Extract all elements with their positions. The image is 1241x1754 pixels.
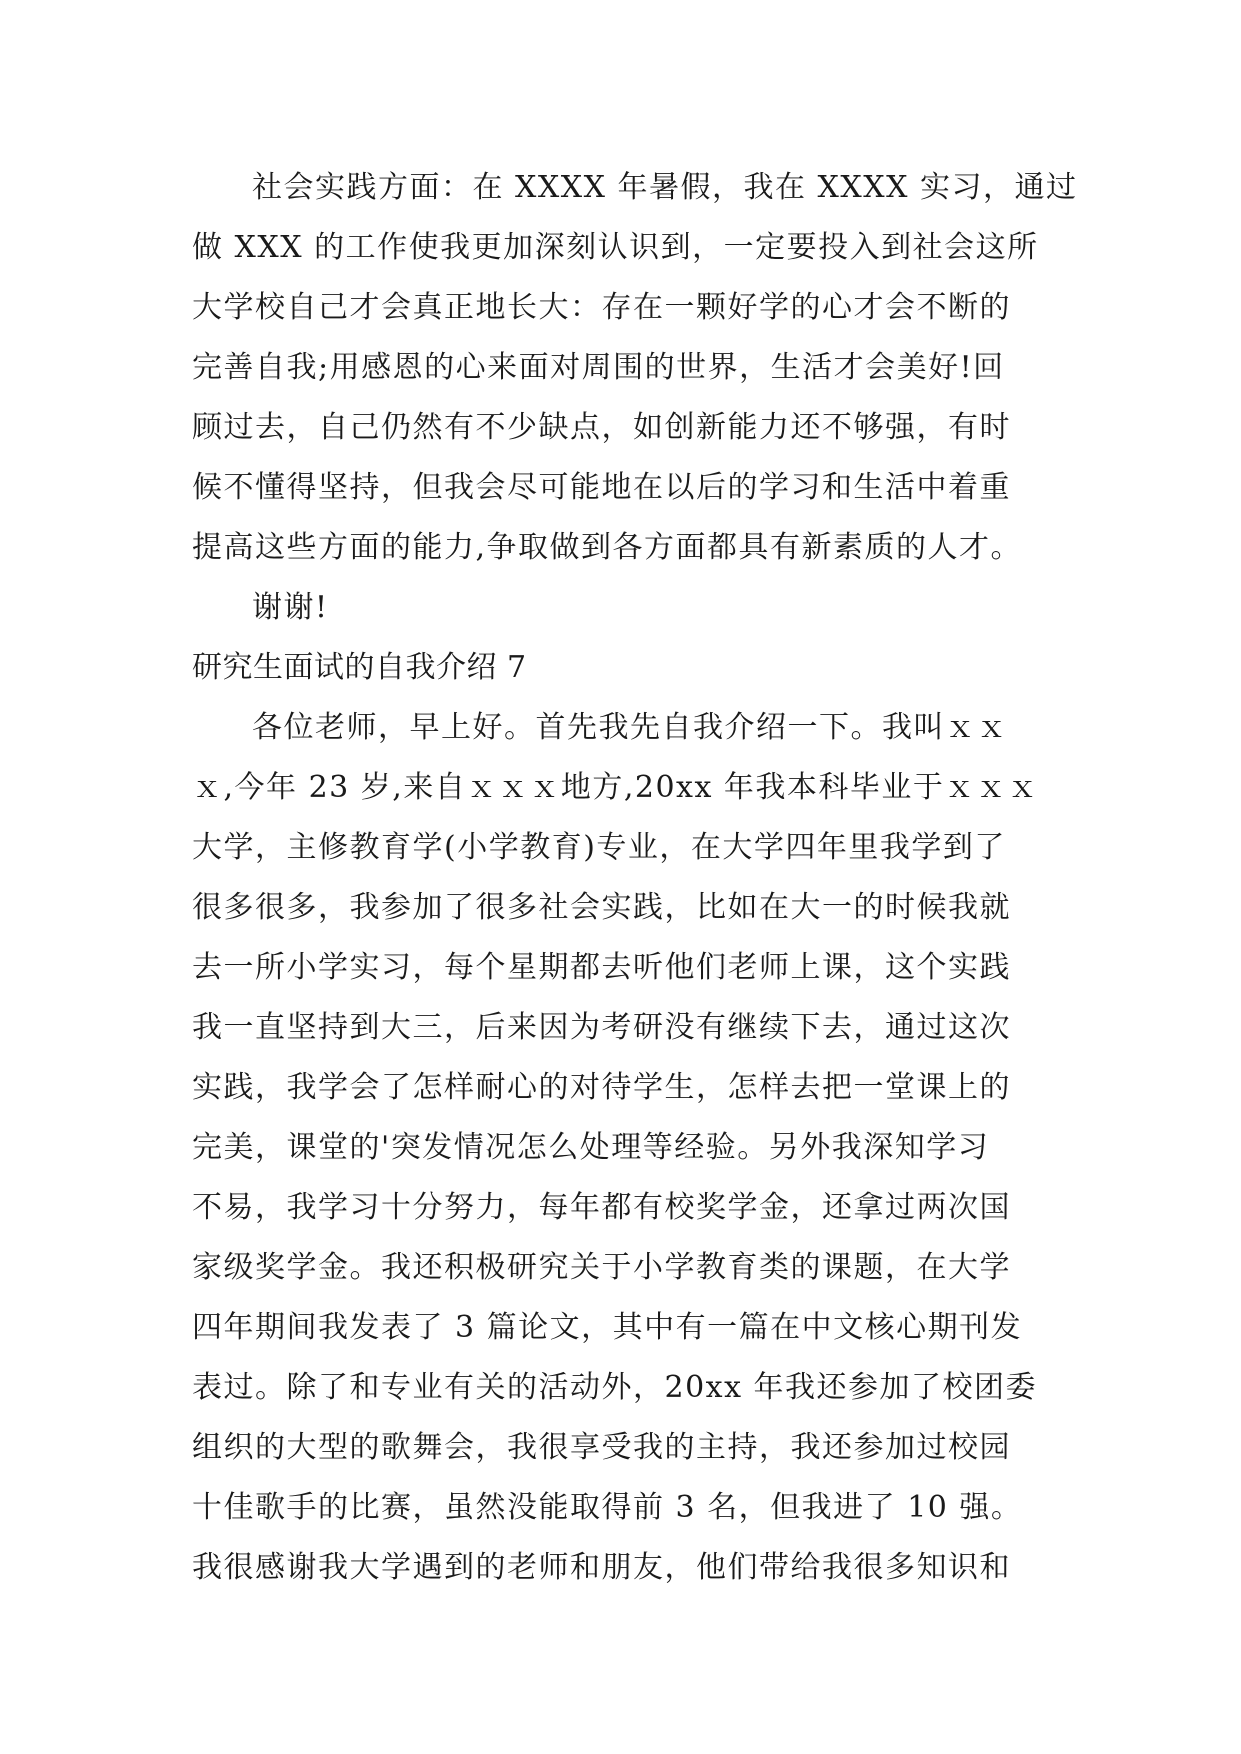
paragraph-line: 实践，我学会了怎样耐心的对待学生，怎样去把一堂课上的 [192,1070,1011,1105]
paragraph-line: 候不懂得坚持，但我会尽可能地在以后的学习和生活中着重 [192,470,1011,505]
paragraph-line: 完美，课堂的'突发情况怎么处理等经验。另外我深知学习 [192,1130,990,1165]
paragraph-line: 我一直坚持到大三，后来因为考研没有继续下去，通过这次 [192,1010,1011,1045]
paragraph-line: 做 XXX 的工作使我更加深刻认识到，一定要投入到社会这所 [192,230,1039,265]
section-heading: 研究生面试的自我介绍 7 [192,650,527,685]
paragraph-line: 我很感谢我大学遇到的老师和朋友，他们带给我很多知识和 [192,1550,1011,1585]
paragraph-line: 十佳歌手的比赛，虽然没能取得前 3 名，但我进了 10 强。 [192,1490,1023,1525]
paragraph-line: 去一所小学实习，每个星期都去听他们老师上课，这个实践 [192,950,1011,985]
paragraph-line: 大学，主修教育学(小学教育)专业，在大学四年里我学到了 [192,830,1006,865]
paragraph-line: 很多很多，我参加了很多社会实践，比如在大一的时候我就 [192,890,1011,925]
paragraph-line: 大学校自己才会真正地长大：存在一颗好学的心才会不断的 [192,290,1011,325]
paragraph-line: 各位老师，早上好。首先我先自我介绍一下。我叫ｘｘ [252,710,1008,745]
paragraph-line: 家级奖学金。我还积极研究关于小学教育类的课题，在大学 [192,1250,1011,1285]
paragraph-line: 表过。除了和专业有关的活动外，20xx 年我还参加了校团委 [192,1370,1038,1405]
paragraph-line: 四年期间我发表了 3 篇论文，其中有一篇在中文核心期刊发 [192,1310,1023,1345]
document-body [192,158,1078,1598]
paragraph-line: 社会实践方面：在 XXXX 年暑假，我在 XXXX 实习，通过 [252,170,1078,205]
paragraph-line: 提高这些方面的能力,争取做到各方面都具有新素质的人才。 [192,530,1023,565]
paragraph-line: 组织的大型的歌舞会，我很享受我的主持，我还参加过校园 [192,1430,1011,1465]
paragraph-line: 顾过去，自己仍然有不少缺点，如创新能力还不够强，有时 [192,410,1011,445]
paragraph-line: ｘ,今年 23 岁,来自ｘｘｘ地方,20xx 年我本科毕业于ｘｘｘ [192,770,1039,805]
paragraph-line: 完善自我;用感恩的心来面对周围的世界，生活才会美好!回 [192,350,1005,385]
paragraph-line: 不易，我学习十分努力，每年都有校奖学金，还拿过两次国 [192,1190,1011,1225]
thanks-line: 谢谢! [252,590,329,625]
